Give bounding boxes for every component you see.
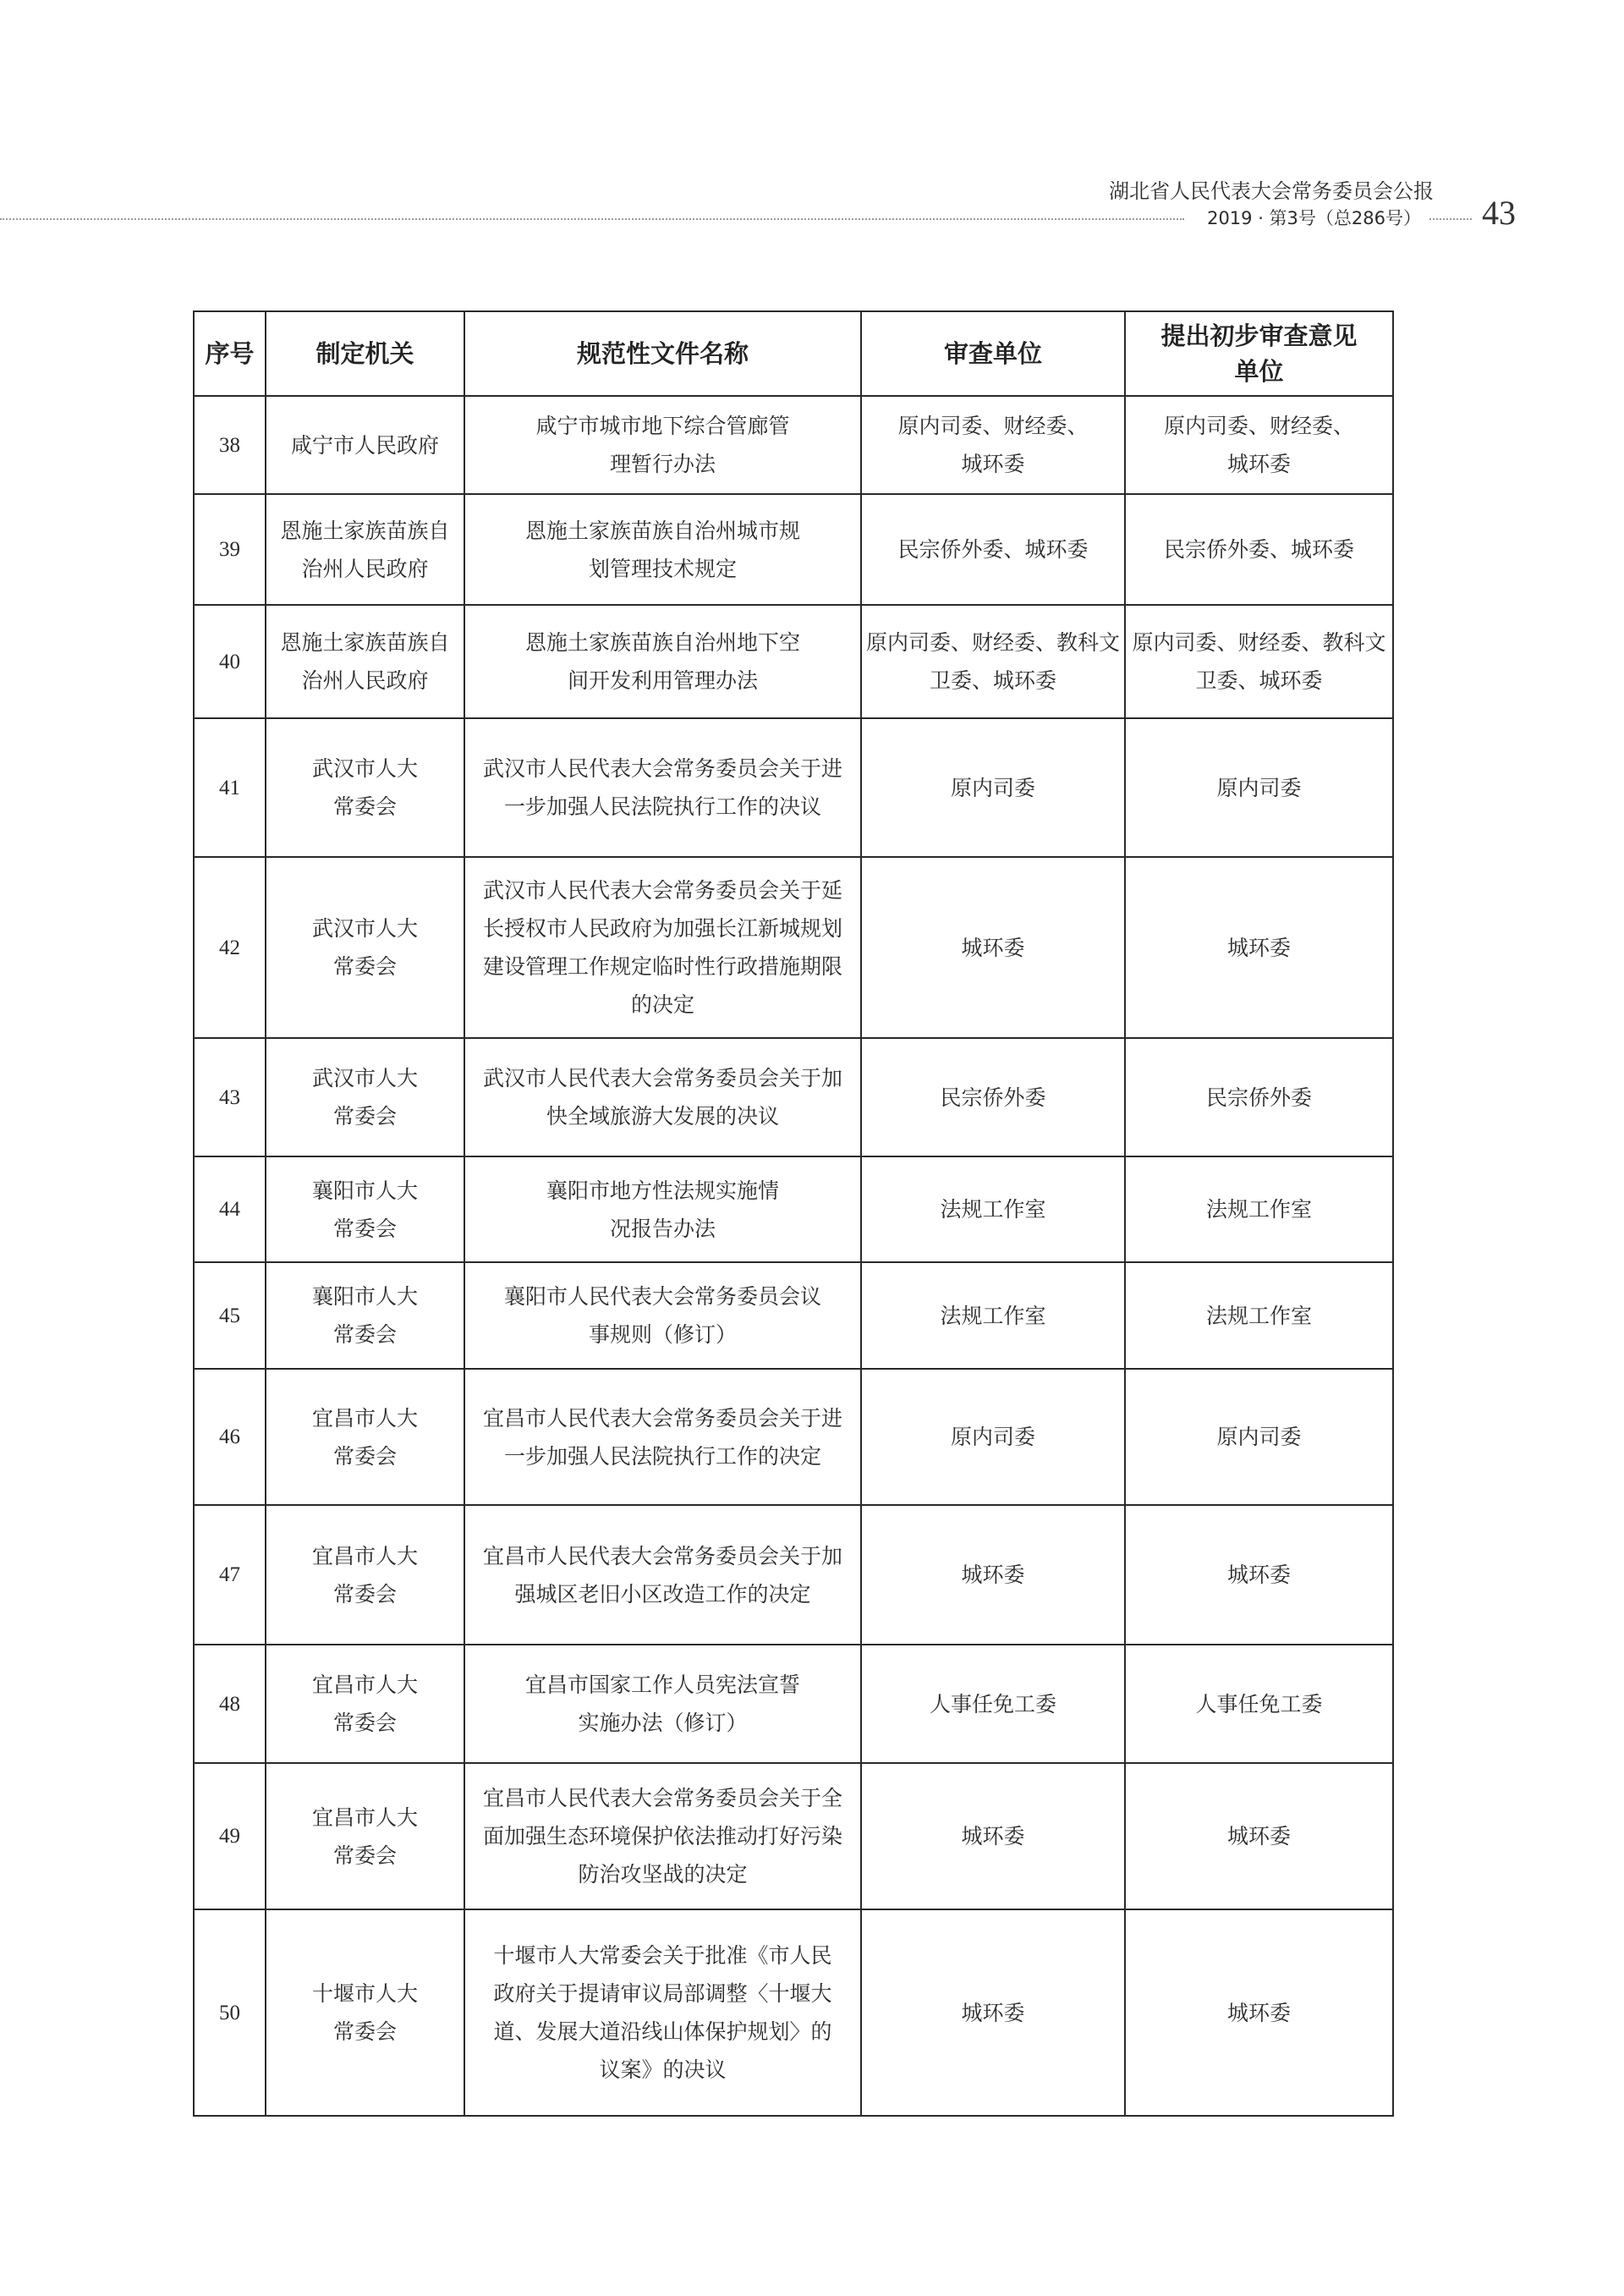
cell-org: 十堰市人大常委会 [266, 1909, 464, 2116]
cell-seq: 50 [194, 1909, 266, 2116]
cell-seq: 43 [194, 1038, 266, 1156]
cell-review: 法规工作室 [861, 1262, 1125, 1369]
cell-doc: 宜昌市人民代表大会常务委员会关于全面加强生态环境保护依法推动打好污染防治攻坚战的决定 [464, 1763, 861, 1909]
cell-org: 武汉市人大常委会 [266, 1038, 464, 1156]
table-row [194, 605, 1393, 718]
cell-prelim: 城环委 [1125, 857, 1393, 1038]
cell-seq: 47 [194, 1505, 266, 1645]
publication-title: 湖北省人民代表大会常务委员会公报 [1109, 179, 1434, 203]
cell-org: 武汉市人大常委会 [266, 857, 464, 1038]
cell-doc: 武汉市人民代表大会常务委员会关于加快全域旅游大发展的决议 [464, 1038, 861, 1156]
cell-prelim: 法规工作室 [1125, 1262, 1393, 1369]
table-row [194, 1763, 1393, 1909]
cell-doc: 恩施土家族苗族自治州城市规划管理技术规定 [464, 494, 861, 605]
cell-doc: 宜昌市人民代表大会常务委员会关于加强城区老旧小区改造工作的决定 [464, 1505, 861, 1645]
cell-org: 宜昌市人大常委会 [266, 1369, 464, 1505]
cell-prelim: 原内司委 [1125, 1369, 1393, 1505]
cell-seq: 49 [194, 1763, 266, 1909]
table-row [194, 1156, 1393, 1262]
cell-review: 人事任免工委 [861, 1645, 1125, 1763]
document-review-table [193, 310, 1394, 2117]
table-row [194, 1909, 1393, 2116]
cell-prelim: 城环委 [1125, 1909, 1393, 2116]
table-row [194, 718, 1393, 857]
cell-prelim: 民宗侨外委 [1125, 1038, 1393, 1156]
cell-doc: 襄阳市地方性法规实施情况报告办法 [464, 1156, 861, 1262]
table-row [194, 857, 1393, 1038]
issue-number: 2019 · 第3号（总286号） [1207, 208, 1421, 228]
cell-prelim: 原内司委、财经委、教科文卫委、城环委 [1125, 605, 1393, 718]
cell-org: 宜昌市人大常委会 [266, 1763, 464, 1909]
cell-review: 原内司委 [861, 1369, 1125, 1505]
cell-seq: 41 [194, 718, 266, 857]
cell-prelim: 法规工作室 [1125, 1156, 1393, 1262]
table-row [194, 1505, 1393, 1645]
cell-seq: 42 [194, 857, 266, 1038]
cell-prelim: 原内司委 [1125, 718, 1393, 857]
cell-doc: 宜昌市人民代表大会常务委员会关于进一步加强人民法院执行工作的决定 [464, 1369, 861, 1505]
column-header-doc: 规范性文件名称 [464, 311, 861, 396]
table-row [194, 494, 1393, 605]
column-header-seq: 序号 [194, 311, 266, 396]
cell-seq: 44 [194, 1156, 266, 1262]
cell-org: 襄阳市人大常委会 [266, 1262, 464, 1369]
cell-seq: 40 [194, 605, 266, 718]
cell-review: 民宗侨外委 [861, 1038, 1125, 1156]
cell-org: 襄阳市人大常委会 [266, 1156, 464, 1262]
cell-review: 民宗侨外委、城环委 [861, 494, 1125, 605]
cell-seq: 48 [194, 1645, 266, 1763]
cell-review: 城环委 [861, 1763, 1125, 1909]
cell-org: 武汉市人大常委会 [266, 718, 464, 857]
cell-review: 城环委 [861, 1505, 1125, 1645]
column-header-org: 制定机关 [266, 311, 464, 396]
table-row [194, 396, 1393, 494]
cell-seq: 46 [194, 1369, 266, 1505]
table-header-row [194, 311, 1393, 396]
cell-doc: 襄阳市人民代表大会常务委员会议事规则（修订） [464, 1262, 861, 1369]
cell-org: 咸宁市人民政府 [266, 396, 464, 494]
cell-review: 原内司委、财经委、城环委 [861, 396, 1125, 494]
cell-prelim: 民宗侨外委、城环委 [1125, 494, 1393, 605]
page-number: 43 [1482, 194, 1516, 232]
cell-org: 恩施土家族苗族自治州人民政府 [266, 605, 464, 718]
table-row [194, 1038, 1393, 1156]
column-header-prelim-text: 提出初步审查意见单位 [1160, 321, 1358, 386]
table-row [194, 1645, 1393, 1763]
cell-doc: 恩施土家族苗族自治州地下空间开发利用管理办法 [464, 605, 861, 718]
cell-org: 恩施土家族苗族自治州人民政府 [266, 494, 464, 605]
cell-doc: 咸宁市城市地下综合管廊管理暂行办法 [464, 396, 861, 494]
column-header-review: 审查单位 [861, 311, 1125, 396]
header-divider-right [1429, 218, 1472, 220]
column-header-prelim [1125, 311, 1393, 396]
cell-prelim: 人事任免工委 [1125, 1645, 1393, 1763]
cell-doc: 宜昌市国家工作人员宪法宣誓实施办法（修订） [464, 1645, 861, 1763]
cell-org: 宜昌市人大常委会 [266, 1505, 464, 1645]
cell-seq: 38 [194, 396, 266, 494]
cell-prelim: 城环委 [1125, 1763, 1393, 1909]
cell-doc: 十堰市人大常委会关于批准《市人民政府关于提请审议局部调整〈十堰大道、发展大道沿线山体保护规划〉的议案》的决议 [464, 1909, 861, 2116]
cell-review: 原内司委、财经委、教科文卫委、城环委 [861, 605, 1125, 718]
cell-doc: 武汉市人民代表大会常务委员会关于进一步加强人民法院执行工作的决议 [464, 718, 861, 857]
table-row [194, 1369, 1393, 1505]
cell-review: 城环委 [861, 857, 1125, 1038]
cell-prelim: 城环委 [1125, 1505, 1393, 1645]
header-divider [0, 218, 1184, 220]
cell-doc: 武汉市人民代表大会常务委员会关于延长授权市人民政府为加强长江新城规划建设管理工作规定临时性行政措施期限的决定 [464, 857, 861, 1038]
cell-seq: 39 [194, 494, 266, 605]
cell-prelim: 原内司委、财经委、城环委 [1125, 396, 1393, 494]
cell-review: 原内司委 [861, 718, 1125, 857]
cell-seq: 45 [194, 1262, 266, 1369]
cell-review: 法规工作室 [861, 1156, 1125, 1262]
table-row [194, 1262, 1393, 1369]
cell-org: 宜昌市人大常委会 [266, 1645, 464, 1763]
cell-review: 城环委 [861, 1909, 1125, 2116]
